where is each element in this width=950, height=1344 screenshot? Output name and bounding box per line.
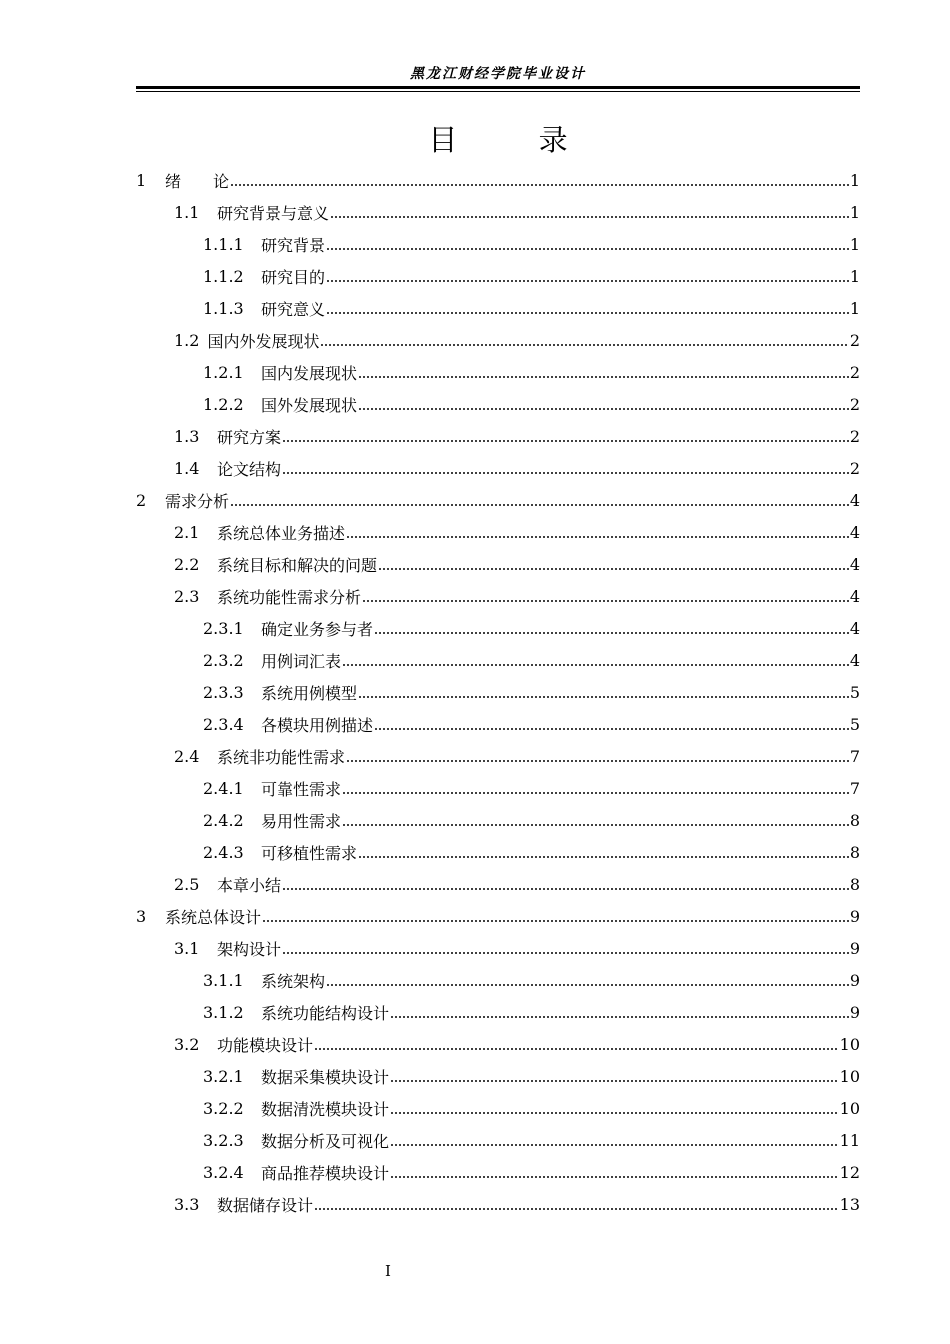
toc-dot-leader (282, 952, 849, 954)
toc-entry-label: 研究背景 (261, 235, 326, 255)
toc-dot-leader (374, 632, 849, 634)
toc-entry-page: 9 (849, 970, 860, 990)
toc-entry-page: 8 (849, 874, 860, 894)
toc-entry[interactable] (136, 420, 860, 452)
toc-entry[interactable] (136, 708, 860, 740)
toc-entry-page: 7 (849, 778, 860, 798)
toc-entry-label: 系统总体设计 (165, 907, 262, 927)
toc-dot-leader (358, 856, 849, 858)
toc-entry-number: 2 (136, 490, 147, 510)
toc-entry-label: 系统架构 (261, 971, 326, 991)
toc-entry-label: 功能模块设计 (217, 1035, 314, 1055)
toc-dot-leader (346, 760, 849, 762)
toc-dot-leader (282, 440, 849, 442)
toc-dot-leader (326, 984, 849, 986)
toc-entry-number: 2.4 (174, 746, 200, 766)
toc-entry-number: 1.2.2 (203, 394, 244, 414)
toc-entry-page: 1 (849, 170, 860, 190)
toc-entry-number: 1.1.1 (203, 234, 244, 254)
toc-entry-label: 研究意义 (261, 299, 326, 319)
toc-entry-label: 系统功能结构设计 (261, 1003, 390, 1023)
toc-entry[interactable] (136, 356, 860, 388)
toc-entry[interactable] (136, 452, 860, 484)
toc-entry-label: 确定业务参与者 (261, 619, 374, 639)
toc-entry-number: 3.2.3 (203, 1130, 244, 1150)
toc-entry[interactable] (136, 996, 860, 1028)
toc-entry[interactable] (136, 1060, 860, 1092)
toc-entry-page: 13 (839, 1194, 860, 1214)
toc-dot-leader (330, 216, 849, 218)
toc-dot-leader (390, 1016, 849, 1018)
toc-entry-number: 3.2.1 (203, 1066, 244, 1086)
footer-page-number: I (385, 1262, 391, 1280)
page-header-title: 黑龙江财经学院毕业设计 (410, 66, 586, 82)
toc-entry[interactable] (136, 612, 860, 644)
toc-entry-label: 可靠性需求 (261, 779, 342, 799)
toc-entry-number: 2.4.1 (203, 778, 244, 798)
toc-entry-label: 论文结构 (217, 459, 282, 479)
toc-entry-page: 8 (849, 842, 860, 862)
toc-dot-leader (342, 824, 849, 826)
toc-entry-number: 3.3 (174, 1194, 200, 1214)
toc-entry-label: 系统目标和解决的问题 (217, 555, 378, 575)
toc-entry-label: 系统总体业务描述 (217, 523, 346, 543)
toc-entry-page: 4 (849, 650, 860, 670)
toc-entry[interactable] (136, 324, 860, 356)
toc-entry-number: 3.2.4 (203, 1162, 244, 1182)
toc-dot-leader (358, 696, 849, 698)
toc-entry-label: 各模块用例描述 (261, 715, 374, 735)
toc-entry[interactable] (136, 388, 860, 420)
toc-entry[interactable] (136, 740, 860, 772)
toc-entry-label: 系统功能性需求分析 (217, 587, 362, 607)
header-rule (136, 86, 860, 89)
toc-entry-label: 研究背景与意义 (217, 203, 330, 223)
toc-entry-label: 研究方案 (217, 427, 282, 447)
toc-entry-page: 2 (849, 330, 860, 350)
toc-entry[interactable] (136, 964, 860, 996)
toc-dot-leader (282, 888, 849, 890)
toc-entry-page: 4 (849, 490, 860, 510)
toc-entry[interactable] (136, 868, 860, 900)
toc-entry-page: 2 (849, 426, 860, 446)
toc-entry-page: 1 (849, 298, 860, 318)
toc-entry[interactable] (136, 484, 860, 516)
toc-entry-number: 3.1.1 (203, 970, 244, 990)
toc-entry-page: 1 (849, 202, 860, 222)
toc-entry-number: 1.2 (174, 330, 200, 350)
toc-entry-page: 2 (849, 394, 860, 414)
toc-dot-leader (390, 1112, 839, 1114)
toc-entry-number: 2.4.3 (203, 842, 244, 862)
toc-entry-label: 数据储存设计 (217, 1195, 314, 1215)
toc-entry-label: 数据分析及可视化 (261, 1131, 390, 1151)
toc-entry-page: 2 (849, 362, 860, 382)
toc-dot-leader (326, 280, 849, 282)
toc-entry-page: 1 (849, 234, 860, 254)
toc-dot-leader (390, 1080, 839, 1082)
toc-dot-leader (230, 184, 849, 186)
toc-entry[interactable] (136, 548, 860, 580)
toc-entry[interactable] (136, 836, 860, 868)
toc-dot-leader (362, 600, 849, 602)
toc-dot-leader (314, 1048, 839, 1050)
toc-entry[interactable] (136, 900, 860, 932)
toc-dot-leader (358, 376, 849, 378)
toc-entry-number: 3.1 (174, 938, 200, 958)
toc-entry-label: 系统非功能性需求 (217, 747, 346, 767)
toc-dot-leader (378, 568, 849, 570)
toc-entry[interactable] (136, 932, 860, 964)
toc-entry-number: 1.2.1 (203, 362, 244, 382)
toc-dot-leader (230, 504, 849, 506)
toc-entry-label: 可移植性需求 (261, 843, 358, 863)
toc-entry-label: 研究目的 (261, 267, 326, 287)
toc-entry[interactable] (136, 804, 860, 836)
toc-entry-label: 绪 论 (165, 171, 230, 191)
toc-entry-number: 1.3 (174, 426, 200, 446)
toc-entry-page: 1 (849, 266, 860, 286)
toc-entry[interactable] (136, 196, 860, 228)
toc-dot-leader (314, 1208, 839, 1210)
toc-entry[interactable] (136, 260, 860, 292)
toc-entry-page: 4 (849, 586, 860, 606)
toc-entry-label: 国内外发展现状 (207, 331, 320, 351)
toc-entry-number: 1.4 (174, 458, 200, 478)
toc-entry-number: 2.4.2 (203, 810, 244, 830)
toc-dot-leader (358, 408, 849, 410)
toc-entry[interactable] (136, 1156, 860, 1188)
toc-entry[interactable] (136, 644, 860, 676)
toc-entry-number: 1 (136, 170, 147, 190)
toc-entry-number: 2.5 (174, 874, 200, 894)
toc-entry-number: 2.1 (174, 522, 200, 542)
toc-entry-number: 2.2 (174, 554, 200, 574)
header-rule-thin (136, 91, 860, 92)
toc-entry-number: 1.1.3 (203, 298, 244, 318)
toc-entry-number: 2.3.2 (203, 650, 244, 670)
toc-entry-label: 架构设计 (217, 939, 282, 959)
toc-entry-label: 商品推荐模块设计 (261, 1163, 390, 1183)
toc-entry[interactable] (136, 164, 860, 196)
toc-entry-label: 数据采集模块设计 (261, 1067, 390, 1087)
toc-entry-number: 3.2.2 (203, 1098, 244, 1118)
toc-dot-leader (320, 344, 848, 346)
toc-entry-label: 国外发展现状 (261, 395, 358, 415)
toc-dot-leader (346, 536, 849, 538)
toc-entry-page: 9 (849, 1002, 860, 1022)
toc-entry-page: 2 (849, 458, 860, 478)
toc-dot-leader (390, 1176, 839, 1178)
toc-entry-number: 3.1.2 (203, 1002, 244, 1022)
toc-entry-number: 1.1.2 (203, 266, 244, 286)
toc-entry-page: 11 (839, 1130, 860, 1150)
toc-entry-number: 3 (136, 906, 147, 926)
toc-entry-number: 2.3 (174, 586, 200, 606)
toc-entry[interactable] (136, 516, 860, 548)
toc-entry[interactable] (136, 228, 860, 260)
toc-entry-number: 2.3.3 (203, 682, 244, 702)
toc-entry-number: 2.3.4 (203, 714, 244, 734)
toc-entry-page: 8 (849, 810, 860, 830)
toc-entry-page: 9 (849, 906, 860, 926)
toc-entry-label: 系统用例模型 (261, 683, 358, 703)
toc-entry-page: 7 (849, 746, 860, 766)
toc-entry-page: 4 (849, 522, 860, 542)
toc-entry-label: 需求分析 (165, 491, 230, 511)
toc-entry-page: 10 (839, 1098, 860, 1118)
toc-entry[interactable] (136, 1028, 860, 1060)
toc-entry-label: 国内发展现状 (261, 363, 358, 383)
toc-entry-number: 3.2 (174, 1034, 200, 1054)
toc-entry-page: 10 (839, 1034, 860, 1054)
toc-entry[interactable] (136, 580, 860, 612)
toc-entry-label: 数据清洗模块设计 (261, 1099, 390, 1119)
toc-dot-leader (326, 248, 849, 250)
toc-entry-label: 用例词汇表 (261, 651, 342, 671)
toc-dot-leader (326, 312, 849, 314)
toc-dot-leader (374, 728, 849, 730)
toc-entry-page: 12 (839, 1162, 860, 1182)
toc-entry-page: 5 (849, 682, 860, 702)
toc-entry[interactable] (136, 1188, 860, 1220)
toc-entry[interactable] (136, 676, 860, 708)
toc-dot-leader (282, 472, 849, 474)
toc-entry[interactable] (136, 772, 860, 804)
toc-entry-label: 易用性需求 (261, 811, 342, 831)
toc-entry[interactable] (136, 1092, 860, 1124)
toc-entry-page: 9 (849, 938, 860, 958)
toc-entry-page: 5 (849, 714, 860, 734)
toc-entry[interactable] (136, 1124, 860, 1156)
toc-entry[interactable] (136, 292, 860, 324)
toc-dot-leader (262, 920, 849, 922)
toc-entry-number: 2.3.1 (203, 618, 244, 638)
toc-entry-page: 4 (849, 618, 860, 638)
toc-entry-page: 4 (849, 554, 860, 574)
toc-dot-leader (342, 792, 849, 794)
toc-entry-number: 1.1 (174, 202, 200, 222)
toc-title: 目 录 (428, 123, 604, 157)
toc-entry-label: 本章小结 (217, 875, 282, 895)
toc-dot-leader (390, 1144, 839, 1146)
toc-entry-page: 10 (839, 1066, 860, 1086)
toc-dot-leader (342, 664, 849, 666)
